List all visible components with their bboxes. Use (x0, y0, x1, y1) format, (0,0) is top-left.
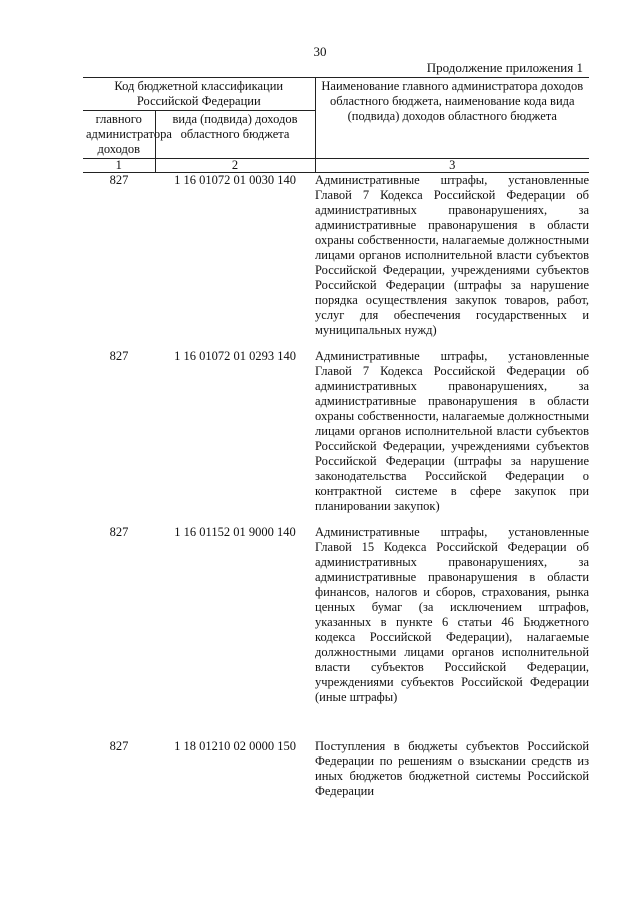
table-row (83, 349, 589, 525)
revenue-code: 1 16 01072 01 0030 140 (174, 173, 296, 187)
revenue-codes-table (83, 77, 589, 799)
revenue-name: Административные штрафы, установленные Главой 15 Кодекса Российской Федерации об административных правонарушениях, за административные правонарушения в области финансов, налогов и сборов, страхования, рынка ценных бумаг (за исключением штрафов, указанных в пункте 6 статьи 46 Бюджетного кодекса Российской Федерации), налагаемые должностными лицами органов исполнительной власти субъектов Российской Федерации, учреждениями субъектов Российской Федерации (иные штрафы) (315, 524, 590, 704)
revenue-code: 1 16 01072 01 0293 140 (174, 348, 296, 363)
revenue-name: Административные штрафы, установленные Главой 7 Кодекса Российской Федерации об административных правонарушениях, за административные правонарушения в области охраны собственности, налагаемые должностными лицами органов исполнительной власти субъектов Российской Федерации, учреждениями субъектов Российской Федерации (штрафы за нарушение законодательства Российской Федерации о контрактной системе в сфере закупок при планировании закупок) (315, 348, 590, 513)
header-administrator-name: Наименование главного администратора доходов областного бюджета, наименование кода вида (подвида) доходов областного бюджета (315, 78, 589, 159)
admin-code: 827 (109, 738, 129, 753)
page-number: 30 (313, 44, 327, 59)
revenue-name: Поступления в бюджеты субъектов Российской Федерации по решениям о взыскании средств из иных бюджетов бюджетной системы Российской Федерации (315, 738, 590, 798)
revenue-code: 1 16 01152 01 9000 140 (174, 524, 296, 539)
header-chief-administrator: главного администратора доходов (83, 111, 155, 159)
header-budget-classification-code: Код бюджетной классификации Российской Федерации (83, 78, 315, 111)
table-row (83, 739, 589, 799)
admin-code: 827 (109, 348, 129, 363)
admin-code: 827 (109, 524, 129, 539)
continuation-label: Продолжение приложения 1 (426, 60, 583, 75)
revenue-name: Административные штрафы, установленные Главой 7 Кодекса Российской Федерации об административных правонарушениях, за административные правонарушения в области охраны собственности, налагаемые должностными лицами органов исполнительной власти субъектов Российской Федерации, учреждениями субъектов Российской Федерации (штрафы за нарушение порядка осуществления закупок товаров, работ, услуг для обеспечения государственных и муниципальных нужд) (315, 173, 590, 337)
admin-code: 827 (109, 173, 129, 187)
revenue-code: 1 18 01210 02 0000 150 (174, 738, 296, 753)
header-column-number-2: 2 (155, 159, 315, 173)
header-revenue-kind: вида (подвида) доходов областного бюджета (155, 111, 315, 159)
header-column-number-3: 3 (315, 159, 589, 173)
header-column-number-1: 1 (83, 159, 155, 173)
table-row (83, 173, 589, 349)
table-header (83, 78, 589, 173)
table-row (83, 525, 589, 739)
